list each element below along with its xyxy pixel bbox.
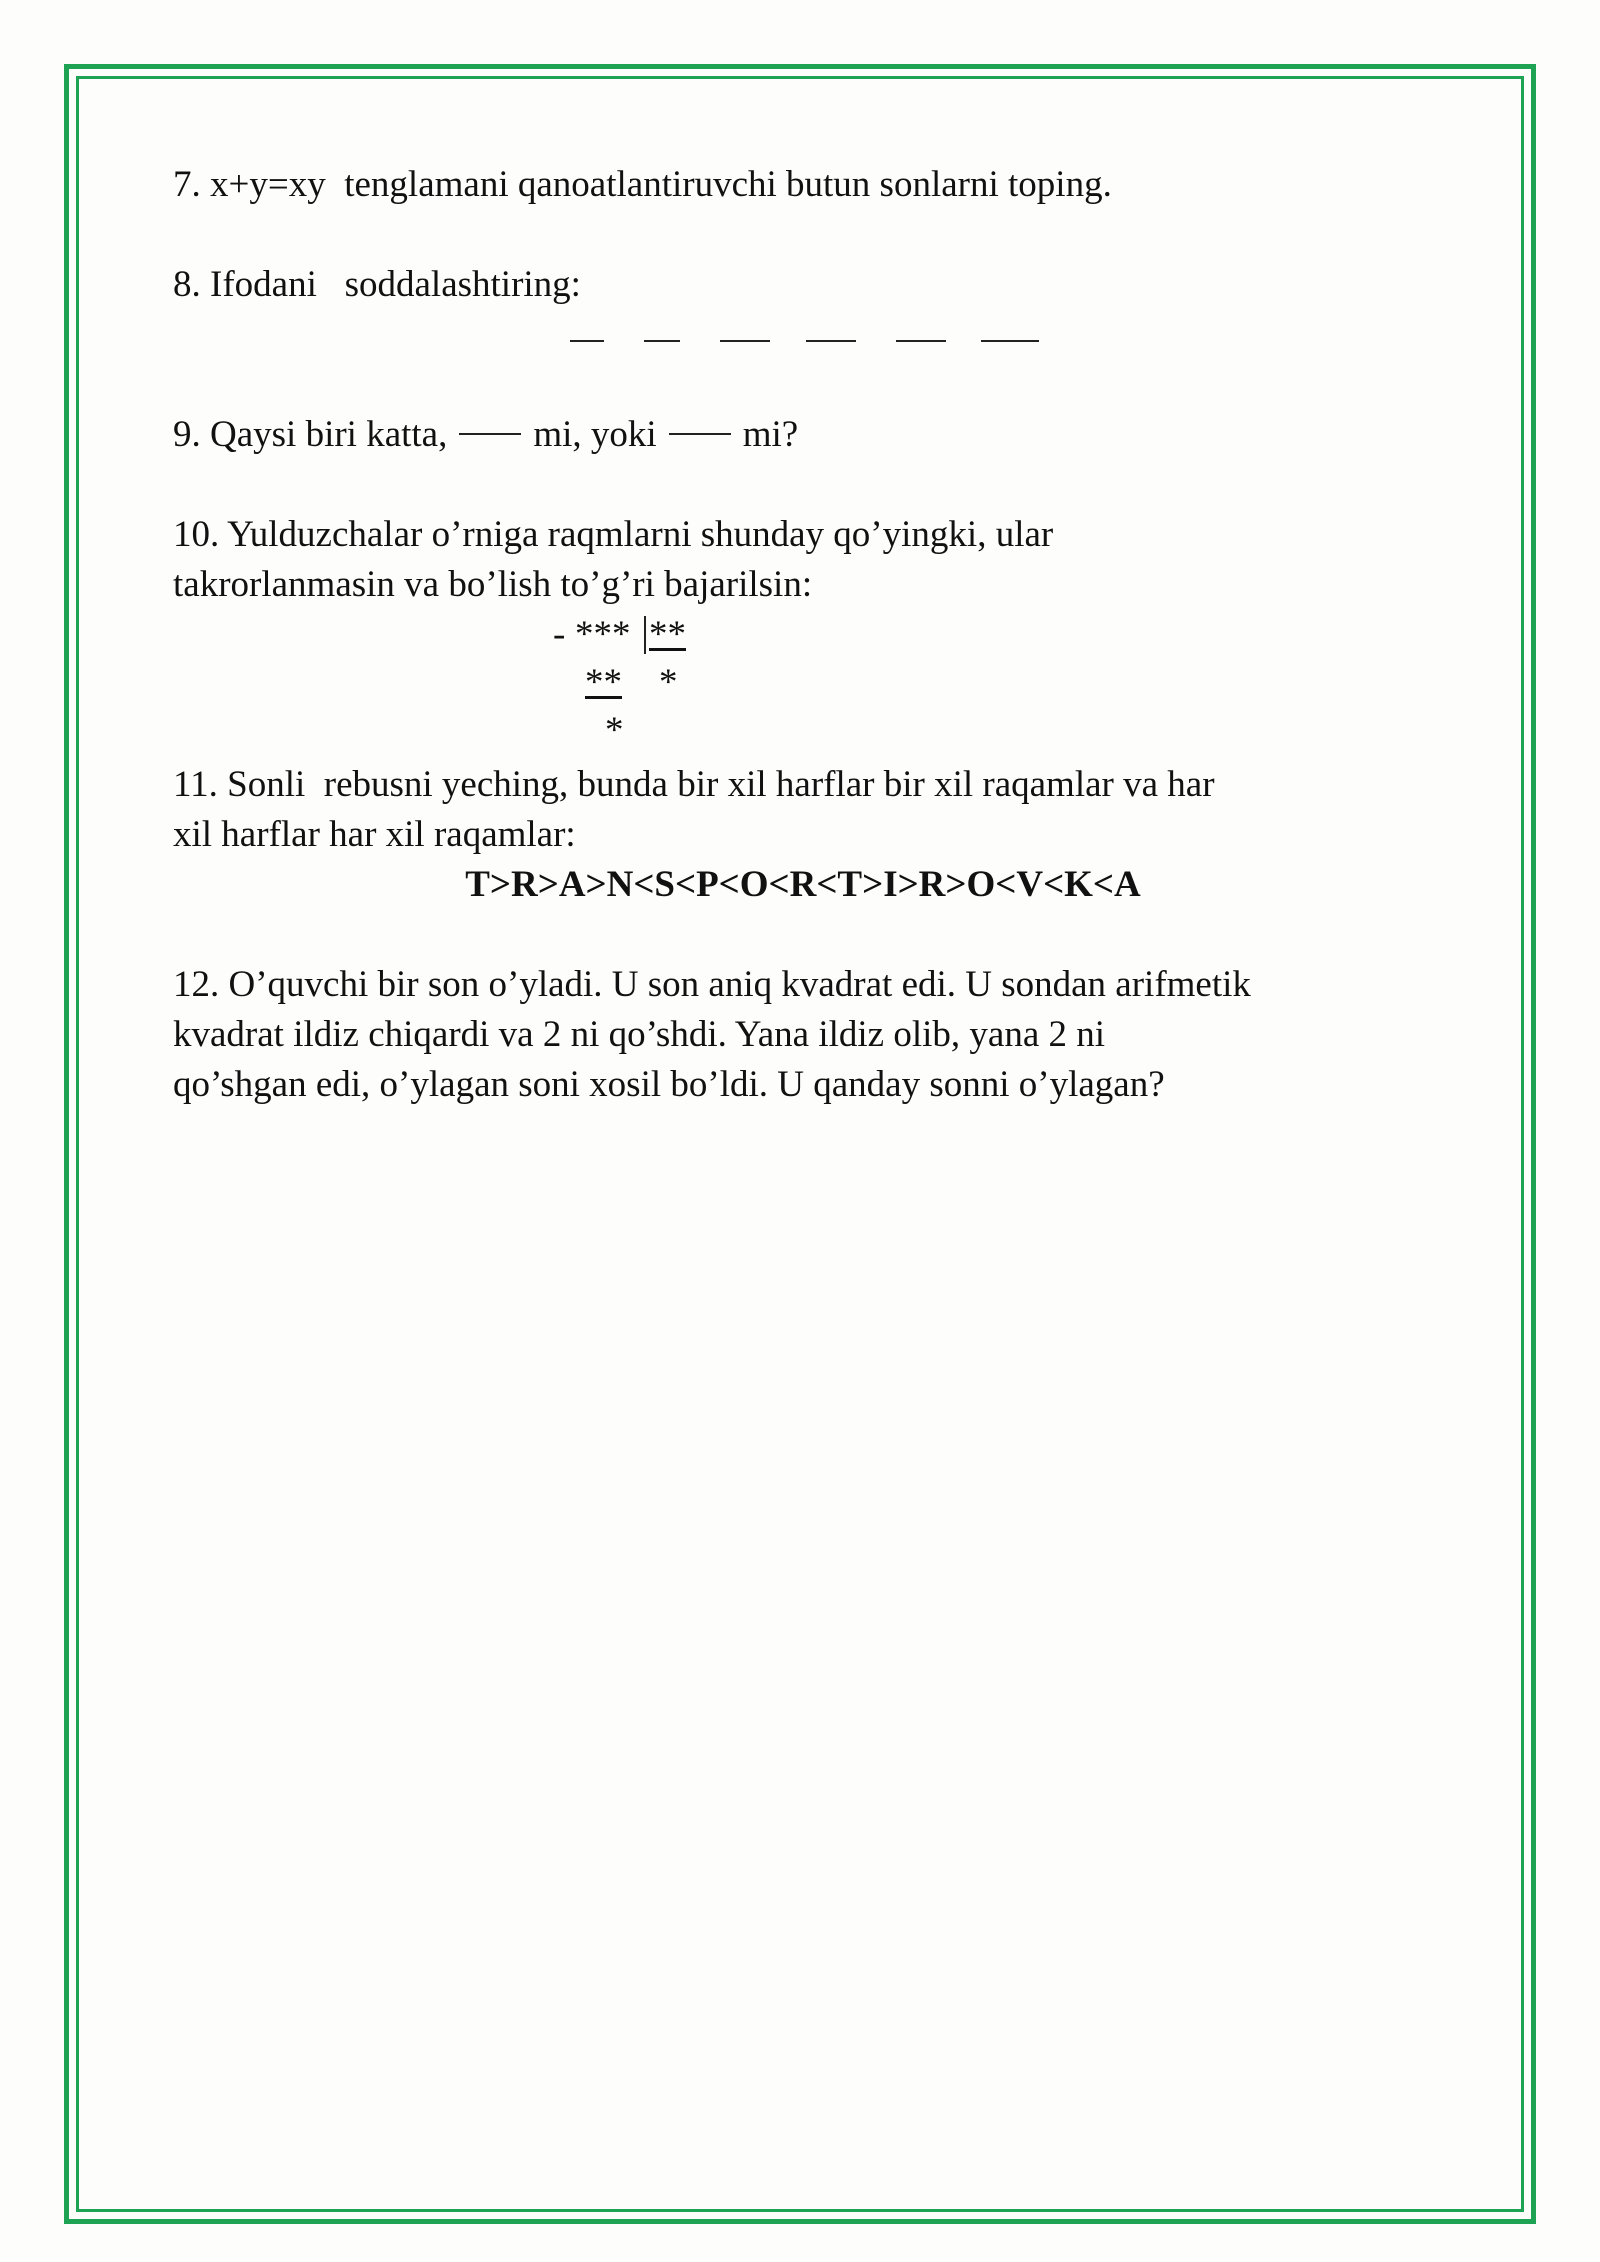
divisor: **	[649, 614, 686, 655]
subtrahend: **	[585, 662, 622, 703]
expression-fraction-bars	[173, 310, 1453, 360]
problem-9-text-start: 9. Qaysi biri katta,	[173, 414, 448, 455]
document-body	[173, 160, 1453, 1110]
fraction-bar	[806, 340, 856, 342]
minus-sign: -	[553, 614, 566, 655]
remainder: *	[605, 710, 624, 751]
fraction-bar	[570, 340, 604, 342]
fraction-bar	[644, 340, 680, 342]
quotient: *	[659, 662, 678, 703]
problem-11-line-1: 11. Sonli rebusni yeching, bunda bir xil harflar bir xil raqamlar va har	[173, 764, 1215, 805]
fraction-bar	[981, 340, 1039, 342]
problem-11-line-2: xil harflar har xil raqamlar:	[173, 814, 576, 855]
problem-8: 8. Ifodani soddalashtiring:	[173, 264, 581, 305]
problem-7: 7. x+y=xy tenglamani qanoatlantiruvchi butun sonlarni toping.	[173, 164, 1112, 205]
division-bracket	[644, 616, 646, 654]
problem-9-text-middle: mi, yoki	[533, 414, 657, 455]
problem-9	[173, 410, 1453, 460]
problem-12-line-2: kvadrat ildiz chiqardi va 2 ni qo’shdi. Yana ildiz olib, yana 2 ni	[173, 1014, 1106, 1055]
problem-12-line-3: qo’shgan edi, o’ylagan soni xosil bo’ldi. U qanday sonni o’ylagan?	[173, 1064, 1165, 1105]
problem-9-text-end: mi?	[742, 414, 799, 455]
dividend: ***	[575, 614, 631, 655]
fraction-bar	[669, 433, 731, 435]
fraction-bar	[896, 340, 946, 342]
long-division-puzzle	[173, 610, 1453, 760]
number-rebus: T>R>A>N<S<P<O<R<T>I>R>O<V<K<A	[465, 864, 1141, 905]
fraction-bar	[720, 340, 770, 342]
problem-10-line-2: takrorlanmasin va bo’lish to’g’ri bajarilsin:	[173, 564, 813, 605]
problem-10-line-1: 10. Yulduzchalar o’rniga raqmlarni shunday qo’yingki, ular	[173, 514, 1054, 555]
problem-12-line-1: 12. O’quvchi bir son o’yladi. U son aniq kvadrat edi. U sondan arifmetik	[173, 964, 1251, 1005]
fraction-bar	[459, 433, 521, 435]
